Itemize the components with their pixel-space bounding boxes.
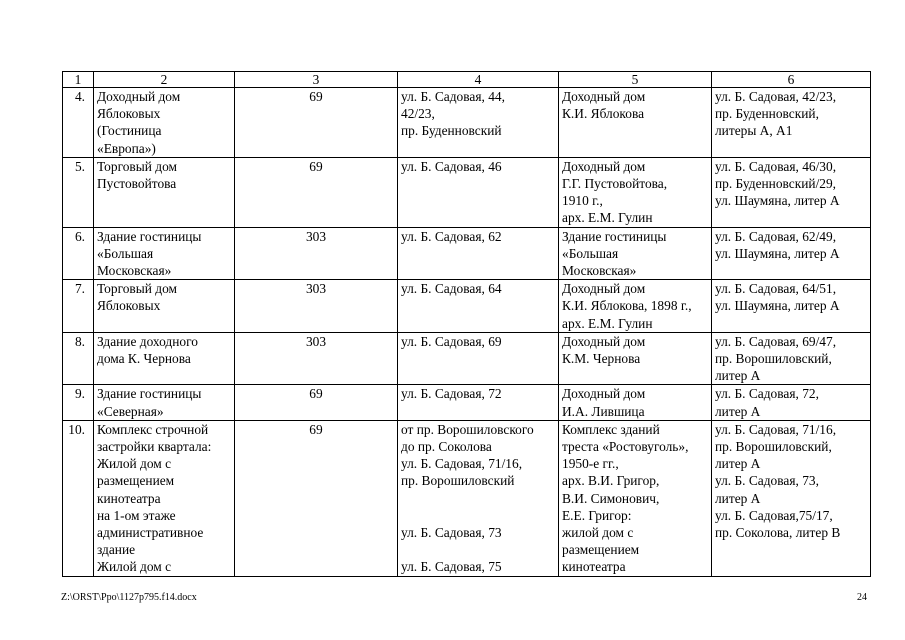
object-name-cell <box>94 157 235 227</box>
address-cell <box>398 88 559 158</box>
historic-name-line: треста «Ростовуголь», <box>562 439 689 455</box>
location-line: литер А <box>715 490 761 506</box>
historic-name-line: кинотеатра <box>562 559 626 575</box>
location-cell <box>712 385 871 420</box>
location-line: ул. Шаумяна, литер А <box>715 193 840 209</box>
object-name-cell <box>94 385 235 420</box>
code-cell: 69 <box>235 385 398 420</box>
historic-name-line: Е.Е. Григор: <box>562 507 632 523</box>
location-line: литер А <box>715 456 761 472</box>
historic-name-line: 1910 г., <box>562 193 603 209</box>
object-name-cell <box>94 88 235 158</box>
historic-name-line: Доходный дом <box>562 386 646 402</box>
location-line: ул. Шаумяна, литер А <box>715 245 840 261</box>
address-line: ул. Б. Садовая, 62 <box>401 228 502 244</box>
location-line: пр. Ворошиловский, <box>715 351 832 367</box>
historic-name-cell <box>559 332 712 385</box>
object-name-line: Яблоковых <box>97 298 161 314</box>
column-header: 4 <box>398 72 559 88</box>
historic-name-line: Доходный дом <box>562 89 646 104</box>
column-header: 3 <box>235 72 398 88</box>
address-line: ул. Б. Садовая, 44, <box>401 89 505 104</box>
object-name-line: Торговый дом <box>97 281 177 297</box>
row-number-cell: 9. <box>63 385 94 420</box>
location-line: ул. Б. Садовая, 73, <box>715 473 819 489</box>
table-row <box>63 420 871 576</box>
address-line: до пр. Соколова <box>401 439 492 455</box>
table-row <box>63 280 871 333</box>
location-line: пр. Буденновский, <box>715 106 819 122</box>
document-path: Z:\ORST\Ppo\1127p795.f14.docx <box>61 592 197 603</box>
column-header: 5 <box>559 72 712 88</box>
object-name-line: Здание гостиницы <box>97 228 202 244</box>
object-name-line: Яблоковых <box>97 106 161 122</box>
object-name-line: Доходный дом <box>97 89 181 104</box>
object-name-cell <box>94 420 235 576</box>
table-row <box>63 385 871 420</box>
historic-name-line: Московская» <box>562 263 637 279</box>
historic-name-line: арх. В.И. Григор, <box>562 473 660 489</box>
historic-name-line: Г.Г. Пустовойтова, <box>562 176 668 192</box>
code-cell: 69 <box>235 157 398 227</box>
location-line: ул. Б. Садовая, 42/23, <box>715 89 837 104</box>
address-line: ул. Б. Садовая, 73 <box>401 525 502 541</box>
location-cell <box>712 420 871 576</box>
code-cell: 303 <box>235 332 398 385</box>
historic-name-line: жилой дом с <box>562 525 634 541</box>
historic-name-line: Доходный дом <box>562 281 646 297</box>
historic-name-line: И.А. Лившица <box>562 403 645 419</box>
historic-name-line: К.М. Чернова <box>562 351 641 367</box>
historic-name-line: Комплекс зданий <box>562 421 660 437</box>
location-line: ул. Б. Садовая, 64/51, <box>715 281 837 297</box>
address-cell <box>398 280 559 333</box>
object-name-line: дома К. Чернова <box>97 351 191 367</box>
object-name-line: Московская» <box>97 263 172 279</box>
historic-name-line: К.И. Яблокова <box>562 106 645 122</box>
historic-name-cell <box>559 157 712 227</box>
historic-name-line: размещением <box>562 542 640 558</box>
monuments-table <box>62 71 871 577</box>
address-cell <box>398 332 559 385</box>
object-name-line: Торговый дом <box>97 158 177 174</box>
location-line: литер А <box>715 403 761 419</box>
address-line: ул. Б. Садовая, 72 <box>401 386 502 402</box>
address-line: пр. Буденновский <box>401 123 502 139</box>
object-name-line: кинотеатра <box>97 490 161 506</box>
table-row <box>63 332 871 385</box>
object-name-line: на 1-ом этаже <box>97 507 176 523</box>
location-line: ул. Б. Садовая, 71/16, <box>715 421 837 437</box>
historic-name-line: К.И. Яблокова, 1898 г., <box>562 298 692 314</box>
address-cell <box>398 420 559 576</box>
historic-name-line: 1950-е гг., <box>562 456 619 472</box>
address-line: ул. Б. Садовая, 75 <box>401 559 502 575</box>
column-header: 2 <box>94 72 235 88</box>
historic-name-cell <box>559 227 712 280</box>
object-name-cell <box>94 332 235 385</box>
object-name-cell <box>94 280 235 333</box>
object-name-line: здание <box>97 542 136 558</box>
location-line: пр. Ворошиловский, <box>715 439 832 455</box>
code-cell: 303 <box>235 280 398 333</box>
location-line: ул. Б. Садовая, 62/49, <box>715 228 837 244</box>
column-header: 6 <box>712 72 871 88</box>
location-line: пр. Соколова, литер В <box>715 525 841 541</box>
address-line <box>401 541 555 558</box>
location-cell <box>712 227 871 280</box>
location-line: ул. Б. Садовая, 72, <box>715 386 819 402</box>
code-cell: 69 <box>235 88 398 158</box>
historic-name-line: Здание гостиницы <box>562 228 667 244</box>
location-line: ул. Б. Садовая, 69/47, <box>715 333 837 349</box>
historic-name-line: Доходный дом <box>562 333 646 349</box>
historic-name-cell <box>559 88 712 158</box>
object-name-line: «Большая <box>97 245 154 261</box>
location-cell <box>712 332 871 385</box>
row-number-cell: 7. <box>63 280 94 333</box>
object-name-line: застройки квартала: <box>97 439 212 455</box>
address-line: от пр. Ворошиловского <box>401 421 534 437</box>
address-line: 42/23, <box>401 106 435 122</box>
historic-name-line: В.И. Симонович, <box>562 490 660 506</box>
row-number-cell: 4. <box>63 88 94 158</box>
location-cell <box>712 88 871 158</box>
historic-name-line: арх. Е.М. Гулин <box>562 315 653 331</box>
row-number-cell: 10. <box>63 420 94 576</box>
location-cell <box>712 280 871 333</box>
address-line <box>401 507 555 524</box>
address-cell <box>398 385 559 420</box>
object-name-line: Комплекс строчной <box>97 421 209 437</box>
address-line: ул. Б. Садовая, 64 <box>401 281 502 297</box>
object-name-line: (Гостиница <box>97 123 162 139</box>
historic-name-line: Доходный дом <box>562 158 646 174</box>
object-name-line: «Европа») <box>97 140 156 156</box>
address-cell <box>398 227 559 280</box>
object-name-line: Здание доходного <box>97 333 198 349</box>
object-name-line: Пустовойтова <box>97 176 177 192</box>
location-line: ул. Б. Садовая,75/17, <box>715 507 833 523</box>
address-line: пр. Ворошиловский <box>401 473 515 489</box>
address-line: ул. Б. Садовая, 69 <box>401 333 502 349</box>
location-line: пр. Буденновский/29, <box>715 176 837 192</box>
object-name-line: «Северная» <box>97 403 164 419</box>
code-cell: 69 <box>235 420 398 576</box>
page-number: 24 <box>857 592 867 603</box>
historic-name-cell <box>559 280 712 333</box>
historic-name-line: «Большая <box>562 245 619 261</box>
table-row <box>63 227 871 280</box>
address-cell <box>398 157 559 227</box>
historic-name-cell <box>559 385 712 420</box>
object-name-line: Жилой дом с <box>97 559 172 575</box>
historic-name-line: арх. Е.М. Гулин <box>562 210 653 226</box>
object-name-cell <box>94 227 235 280</box>
address-line: ул. Б. Садовая, 71/16, <box>401 456 523 472</box>
address-line <box>401 490 555 507</box>
location-line: ул. Шаумяна, литер А <box>715 298 840 314</box>
historic-name-cell <box>559 420 712 576</box>
object-name-line: Здание гостиницы <box>97 386 202 402</box>
table-row <box>63 88 871 158</box>
row-number-cell: 6. <box>63 227 94 280</box>
code-cell: 303 <box>235 227 398 280</box>
location-cell <box>712 157 871 227</box>
table-row <box>63 157 871 227</box>
location-line: ул. Б. Садовая, 46/30, <box>715 158 837 174</box>
location-line: литеры А, А1 <box>715 123 793 139</box>
object-name-line: размещением <box>97 473 175 489</box>
address-line: ул. Б. Садовая, 46 <box>401 158 502 174</box>
location-line: литер А <box>715 368 761 384</box>
table-header-row <box>63 72 871 88</box>
row-number-cell: 8. <box>63 332 94 385</box>
object-name-line: административное <box>97 525 204 541</box>
column-header: 1 <box>63 72 94 88</box>
row-number-cell: 5. <box>63 157 94 227</box>
object-name-line: Жилой дом с <box>97 456 172 472</box>
